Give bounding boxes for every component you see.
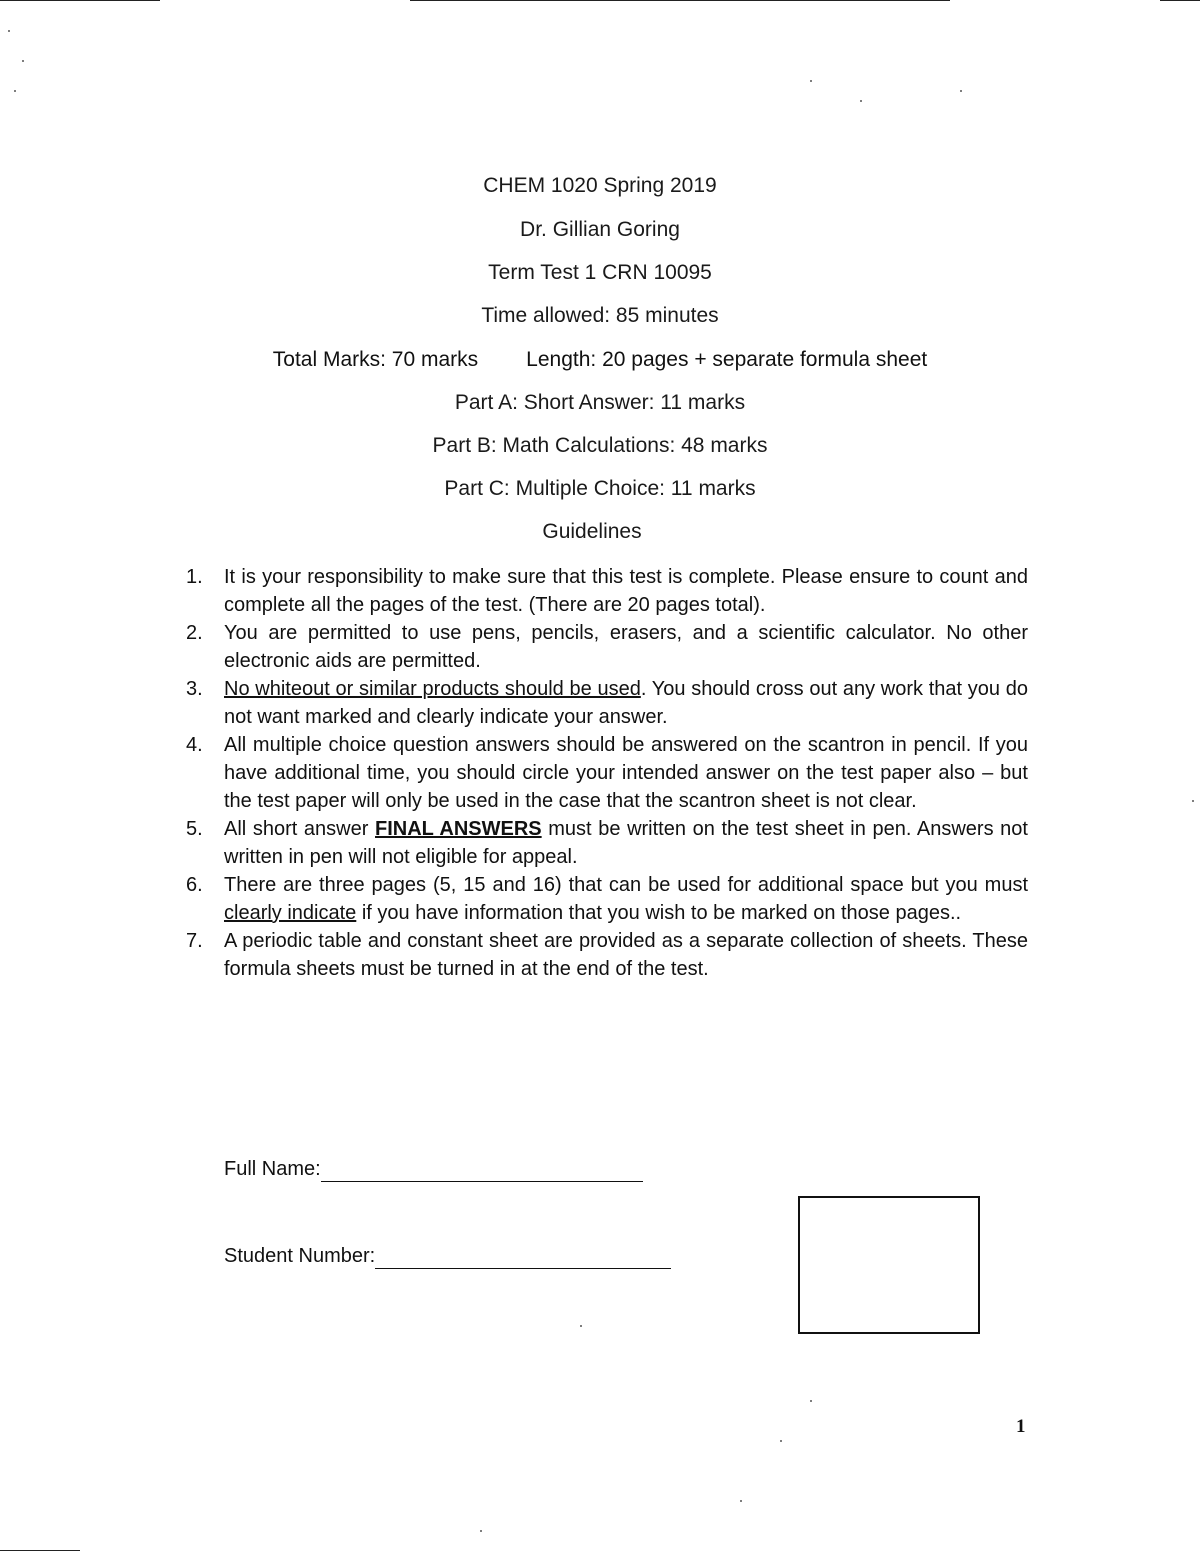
- scan-speck: [480, 1530, 482, 1532]
- test-length: Length: 20 pages + separate formula sheet: [526, 348, 928, 371]
- part-c-heading: Part C: Multiple Choice: 11 marks: [444, 477, 756, 500]
- guideline-text: You are permitted to use pens, pencils, erasers, and a scientific calculator. No other electronic aids are permitted.: [224, 622, 1028, 672]
- guideline-number: 7.: [186, 930, 203, 952]
- instructor-name: Dr. Gillian Goring: [520, 218, 680, 241]
- student-number-label: Student Number:: [224, 1245, 376, 1267]
- scan-speck: [8, 30, 10, 32]
- score-box[interactable]: [798, 1196, 980, 1334]
- guideline-item: [186, 563, 1028, 619]
- guideline-text: . You should cross out any work that you do not want marked and clearly indicate your answer.: [224, 678, 1028, 728]
- guideline-number: 3.: [186, 678, 203, 700]
- scan-speck: [780, 1440, 782, 1442]
- scan-speck: [740, 1500, 742, 1502]
- scan-speck: [14, 90, 16, 92]
- scan-speck: [580, 1325, 582, 1327]
- scan-speck: [810, 1400, 812, 1402]
- scan-speck: [860, 100, 862, 102]
- scan-speck: [960, 90, 962, 92]
- guideline-item: [186, 871, 1028, 927]
- guideline-emphasis-text: FINAL ANSWERS: [375, 818, 542, 840]
- page-number: 1: [1016, 1416, 1026, 1437]
- guideline-item: [186, 619, 1028, 675]
- part-b-heading: Part B: Math Calculations: 48 marks: [432, 434, 768, 457]
- guideline-underlined-text: No whiteout or similar products should be used: [224, 678, 641, 700]
- guidelines-list: [186, 563, 1028, 983]
- guideline-text: It is your responsibility to make sure that this test is complete. Please ensure to count and complete all the pages of the test. (There are 20 pages total).: [224, 566, 1028, 616]
- guideline-number: 6.: [186, 874, 203, 896]
- full-name-row: [224, 1156, 643, 1182]
- guideline-text: All short answer: [224, 818, 376, 840]
- student-number-blank[interactable]: [375, 1248, 671, 1269]
- guideline-number: 2.: [186, 622, 203, 644]
- guideline-text: There are three pages (5, 15 and 16) that can be used for additional space but you must: [224, 874, 1028, 896]
- time-allowed: Time allowed: 85 minutes: [481, 304, 719, 327]
- scan-speck: [22, 60, 24, 62]
- scan-top-line-middle: [410, 0, 950, 1]
- total-marks: Total Marks: 70 marks: [272, 348, 479, 371]
- guideline-item: [186, 927, 1028, 983]
- part-a-heading: Part A: Short Answer: 11 marks: [454, 391, 746, 414]
- guideline-number: 1.: [186, 566, 203, 588]
- full-name-label: Full Name:: [224, 1158, 321, 1180]
- guideline-number: 4.: [186, 734, 203, 756]
- guideline-text: A periodic table and constant sheet are provided as a separate collection of sheets. These formula sheets must be turned in at the end of the test.: [224, 930, 1028, 980]
- guideline-text: if you have information that you wish to be marked on those pages..: [356, 902, 962, 924]
- guideline-item: [186, 815, 1028, 871]
- scan-speck: [1192, 800, 1194, 802]
- test-title: Term Test 1 CRN 10095: [488, 261, 712, 284]
- student-number-row: [224, 1243, 671, 1269]
- full-name-blank[interactable]: [321, 1161, 643, 1182]
- scan-bottom-line-left: [0, 1550, 80, 1551]
- guideline-number: 5.: [186, 818, 203, 840]
- guideline-item: [186, 675, 1028, 731]
- scan-top-line-left: [0, 0, 160, 1]
- scan-speck: [810, 80, 812, 82]
- marks-and-length: [0, 347, 1200, 373]
- guideline-text: must be written on the test sheet in pen. Answers not written in pen will not eligible for appeal.: [224, 818, 1028, 868]
- course-title: CHEM 1020 Spring 2019: [483, 174, 717, 197]
- guideline-underlined-text: clearly indicate: [224, 902, 357, 924]
- scan-top-line-right: [1160, 0, 1200, 1]
- guideline-text: All multiple choice question answers should be answered on the scantron in pencil. If you have additional time, you should circle your intended answer on the test paper also – but the test paper will only be used in the case that the scantron sheet is not clear.: [224, 734, 1028, 812]
- guideline-item: [186, 731, 1028, 815]
- guidelines-title: Guidelines: [542, 520, 642, 543]
